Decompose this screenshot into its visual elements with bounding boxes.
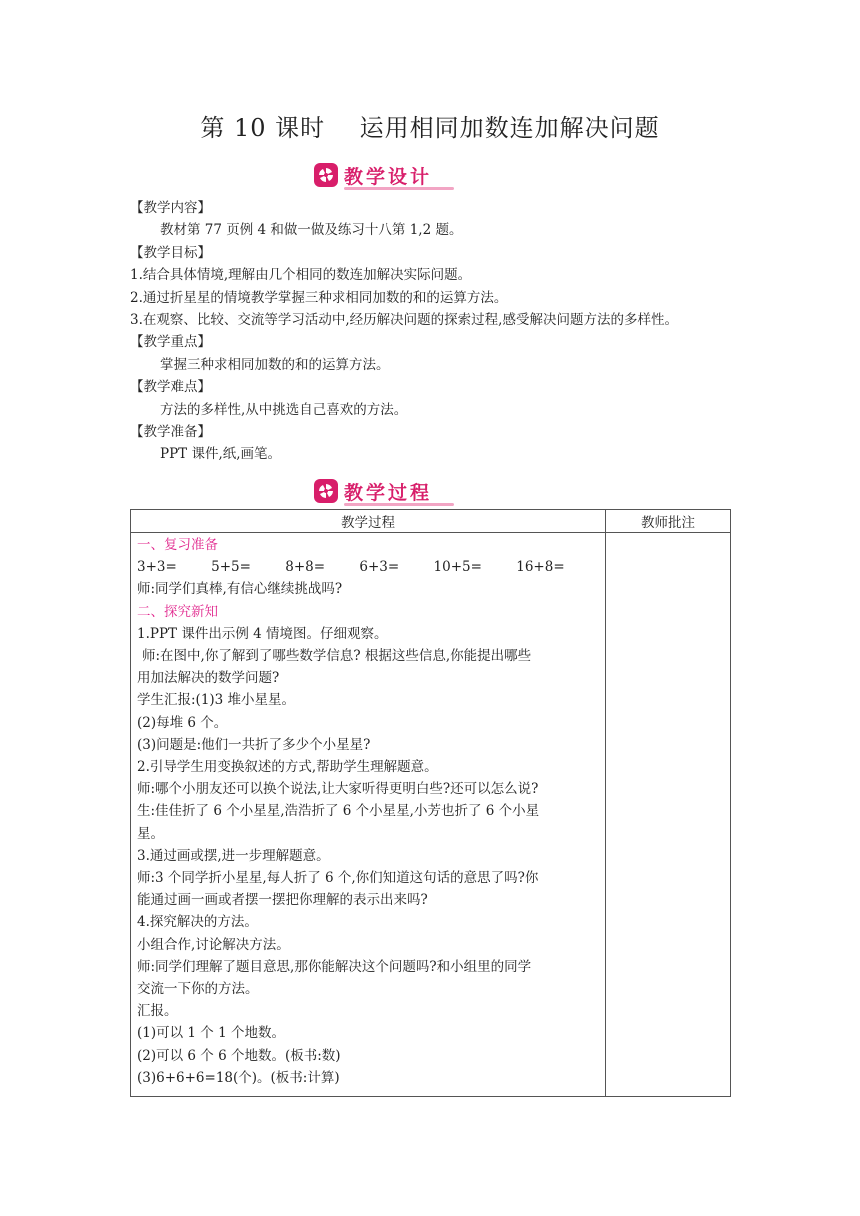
goal-item: 2.通过折星星的情境教学掌握三种求相同加数的和的运算方法。 <box>130 289 508 306</box>
process-line: 1.PPT 课件出示例 4 情境图。仔细观察。 <box>137 625 388 642</box>
teaching-design-banner <box>314 160 446 190</box>
key-heading: 【教学重点】 <box>130 334 211 351</box>
goal-item: 1.结合具体情境,理解由几个相同的数连加解决实际问题。 <box>130 267 472 284</box>
key-text: 掌握三种求相同加数的和的运算方法。 <box>160 356 390 373</box>
process-line: 生:佳佳折了 6 个小星星,浩浩折了 6 个小星星,小芳也折了 6 个小星 <box>137 803 540 820</box>
difficulty-text: 方法的多样性,从中挑选自己喜欢的方法。 <box>160 401 408 418</box>
process-line: 星。 <box>137 825 164 842</box>
process-line: (1)可以 1 个 1 个地数。 <box>137 1025 285 1042</box>
pinwheel-logo-icon <box>314 163 338 187</box>
process-line: 4.探究解决的方法。 <box>137 914 258 931</box>
process-line: 2.引导学生用变换叙述的方式,帮助学生理解题意。 <box>137 759 438 776</box>
content-text: 教材第 77 页例 4 和做一做及练习十八第 1,2 题。 <box>160 222 463 239</box>
prep-text: PPT 课件,纸,画笔。 <box>160 446 282 463</box>
column-header-notes: 教师批注 <box>606 510 731 533</box>
process-line: (3)6+6+6=18(个)。(板书:计算) <box>137 1069 340 1086</box>
difficulty-heading: 【教学难点】 <box>130 379 211 396</box>
process-line: 汇报。 <box>137 1003 178 1020</box>
banner-label: 教学过程 <box>344 481 433 504</box>
process-line: 交流一下你的方法。 <box>137 981 259 998</box>
goals-heading: 【教学目标】 <box>130 244 211 261</box>
teaching-design-section <box>120 197 770 466</box>
process-content <box>131 533 605 1089</box>
process-line: 3.通过画或摆,进一步理解题意。 <box>137 847 330 864</box>
page-title: 第 10 课时 运用相同加数连加解决问题 <box>200 114 660 142</box>
banner-underline <box>344 187 454 190</box>
process-line: 师:同学们理解了题目意思,那你能解决这个问题吗?和小组里的同学 <box>137 958 532 975</box>
process-line: (3)问题是:他们一共折了多少个小星星? <box>137 736 371 753</box>
banner-label: 教学设计 <box>344 165 433 188</box>
process-line: 师:同学们真棒,有信心继续挑战吗? <box>137 581 343 598</box>
process-line: (2)可以 6 个 6 个地数。(板书:数) <box>137 1047 341 1064</box>
process-line: 师:在图中,你了解到了哪些数学信息? 根据这些信息,你能提出哪些 <box>142 648 532 665</box>
process-line: 用加法解决的数学问题? <box>137 670 280 687</box>
column-header-process: 教学过程 <box>131 510 606 533</box>
process-line: 3+3= 5+5= 8+8= 6+3= 10+5= 16+8= <box>137 559 565 576</box>
goal-item: 3.在观察、比较、交流等学习活动中,经历解决问题的探索过程,感受解决问题方法的多样性。 <box>130 311 678 328</box>
process-line: 师:哪个小朋友还可以换个说法,让大家听得更明白些?还可以怎么说? <box>137 781 539 798</box>
prep-heading: 【教学准备】 <box>130 423 211 440</box>
process-content-cell <box>131 533 606 1097</box>
section-heading: 二、探究新知 <box>137 603 218 620</box>
teacher-notes-cell <box>606 533 731 1097</box>
teaching-process-table <box>130 509 731 1097</box>
content-heading: 【教学内容】 <box>130 200 211 216</box>
process-line: 师:3 个同学折小星星,每人折了 6 个,你们知道这句话的意思了吗?你 <box>137 870 539 887</box>
teaching-process-banner <box>314 476 446 506</box>
process-line: 能通过画一画或者摆一摆把你理解的表示出来吗? <box>137 892 428 909</box>
pinwheel-logo-icon <box>314 479 338 503</box>
process-line: 学生汇报:(1)3 堆小星星。 <box>137 692 296 709</box>
process-line: 小组合作,讨论解决方法。 <box>137 936 290 953</box>
banner-underline <box>344 503 454 506</box>
section-heading: 一、复习准备 <box>137 537 218 553</box>
process-line: (2)每堆 6 个。 <box>137 714 228 731</box>
